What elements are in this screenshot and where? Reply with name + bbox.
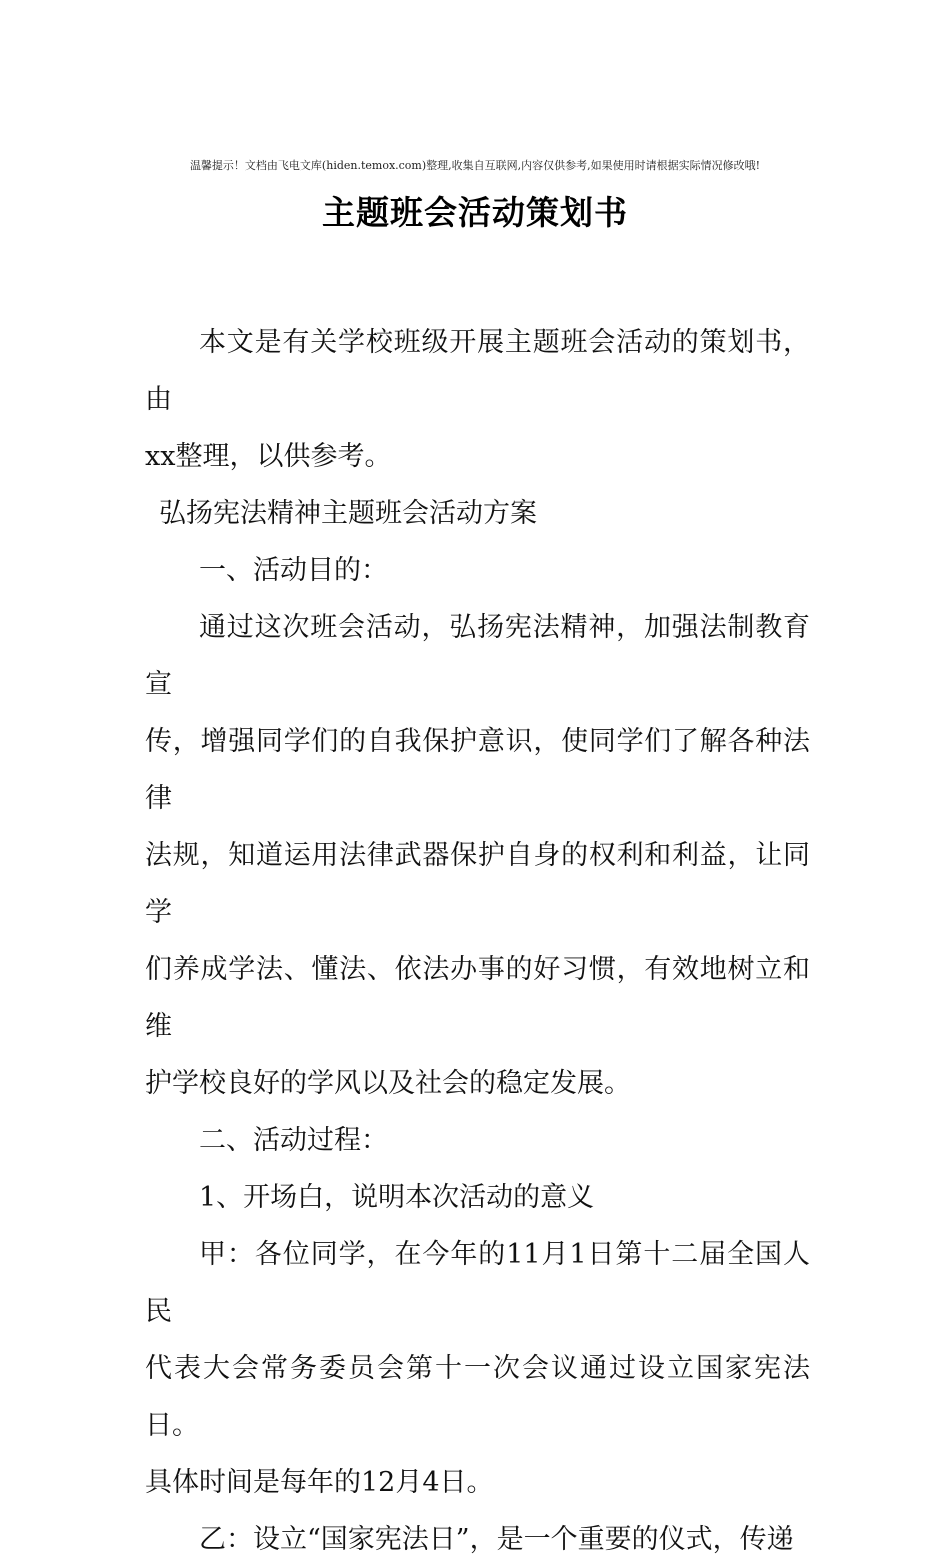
paragraph-line: 传，增强同学们的自我保护意识，使同学们了解各种法律 bbox=[145, 726, 810, 814]
document-title: 主题班会活动策划书 bbox=[322, 193, 628, 232]
paragraph-speaker-b: 乙：设立“国家宪法日”，是一个重要的仪式，传递 bbox=[199, 1524, 794, 1555]
paragraph-purpose bbox=[145, 599, 810, 1112]
paragraph-line: xx整理，以供参考。 bbox=[145, 441, 392, 472]
paragraph-intro bbox=[145, 314, 810, 485]
process-item-1: 1、开场白，说明本次活动的意义 bbox=[199, 1182, 595, 1213]
section-heading-process: 二、活动过程： bbox=[199, 1125, 388, 1156]
plan-heading: 弘扬宪法精神主题班会活动方案 bbox=[159, 498, 537, 529]
paragraph-line: 法规，知道运用法律武器保护自身的权利和利益，让同学 bbox=[145, 840, 810, 928]
paragraph-line: 护学校良好的学风以及社会的稳定发展。 bbox=[145, 1068, 631, 1099]
paragraph-line: 甲：各位同学，在今年的11月1日第十二届全国人民 bbox=[145, 1239, 810, 1327]
paragraph-line: 通过这次班会活动，弘扬宪法精神，加强法制教育宣 bbox=[145, 612, 810, 700]
paragraph-line: 本文是有关学校班级开展主题班会活动的策划书，由 bbox=[145, 327, 810, 415]
section-heading-purpose: 一、活动目的： bbox=[199, 555, 388, 586]
paragraph-speaker-a bbox=[145, 1226, 810, 1511]
source-notice: 温馨提示！文档由飞电文库(hiden.temox.com)整理,收集自互联网,内容仅供参考,如果使用时请根据实际情况修改哦! bbox=[189, 159, 761, 172]
document-body bbox=[145, 314, 810, 1568]
paragraph-line: 代表大会常务委员会第十一次会议通过设立国家宪法日。 bbox=[145, 1353, 810, 1441]
paragraph-line: 们养成学法、懂法、依法办事的好习惯，有效地树立和维 bbox=[145, 954, 810, 1042]
paragraph-line: 具体时间是每年的12月4日。 bbox=[145, 1467, 494, 1498]
